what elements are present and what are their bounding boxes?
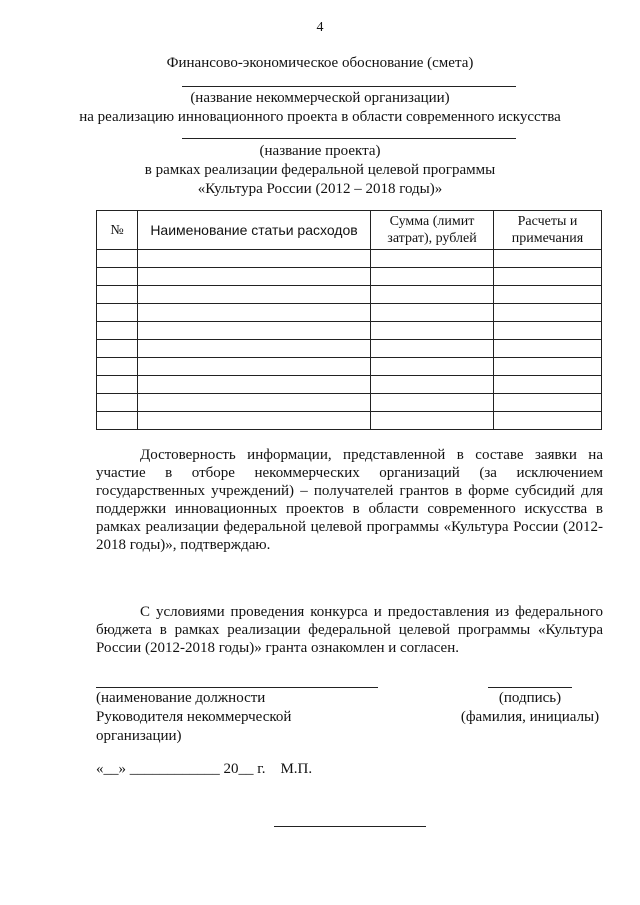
table-cell — [97, 286, 138, 304]
table-cell — [494, 412, 602, 430]
table-row — [97, 394, 602, 412]
table-cell — [138, 322, 371, 340]
table-cell — [494, 268, 602, 286]
table-row — [97, 322, 602, 340]
table-cell — [97, 394, 138, 412]
document-title: Финансово-экономическое обоснование (смета) — [166, 55, 474, 71]
table-cell — [97, 412, 138, 430]
col-header-amount: Сумма (лимит затрат), рублей — [371, 211, 494, 250]
org-name-line — [182, 86, 516, 87]
table-cell — [138, 268, 371, 286]
position-caption-line-2: Руководителя некоммерческой — [96, 709, 292, 725]
table-cell — [138, 394, 371, 412]
table-cell — [494, 394, 602, 412]
agreement-text: С условиями проведения конкурса и предоставления из федерального бюджета в рамках реализации федеральной целевой программы «Культура России (2012-2018 годы)» гранта ознакомлен и согласен. — [96, 604, 603, 656]
org-name-caption: (название некоммерческой организации) — [190, 90, 450, 106]
table-cell — [494, 358, 602, 376]
date-and-stamp-line: «__» ____________ 20__ г. М.П. — [96, 761, 313, 777]
program-line-2: «Культура России (2012 – 2018 годы)» — [197, 181, 443, 197]
position-caption — [96, 689, 291, 746]
table-cell — [138, 358, 371, 376]
bottom-signature-line — [274, 826, 426, 827]
table-row — [97, 358, 602, 376]
table-cell — [97, 358, 138, 376]
table-cell — [494, 340, 602, 358]
table-cell — [138, 412, 371, 430]
table-cell — [97, 340, 138, 358]
table-row — [97, 268, 602, 286]
table-cell — [138, 376, 371, 394]
signature-caption — [450, 689, 610, 727]
table-cell — [371, 394, 494, 412]
table-row — [97, 250, 602, 268]
project-name-line — [182, 138, 516, 139]
table-cell — [371, 286, 494, 304]
signature-caption-line-1: (подпись) — [498, 690, 562, 706]
table-row — [97, 340, 602, 358]
table-row — [97, 286, 602, 304]
table-cell — [97, 322, 138, 340]
budget-table — [96, 210, 602, 430]
signature-line — [488, 687, 572, 688]
table-cell — [97, 268, 138, 286]
table-cell — [371, 376, 494, 394]
table-cell — [371, 304, 494, 322]
project-purpose: на реализацию инновационного проекта в области современного искусства — [79, 109, 561, 125]
table-cell — [371, 268, 494, 286]
project-name-caption: (название проекта) — [259, 143, 381, 159]
table-row — [97, 304, 602, 322]
table-cell — [138, 304, 371, 322]
table-cell — [138, 250, 371, 268]
table-cell — [371, 250, 494, 268]
table-cell — [371, 340, 494, 358]
confirmation-text: Достоверность информации, представленной в составе заявки на участие в отборе некоммерческих организаций (за исключением государственных учреждений) – получателей грантов в форме субсидий для поддержки инновационных проектов в области современного искусства в рамках реализации федеральной целевой программы «Культура России (2012-2018 годы)», подтверждаю. — [96, 447, 603, 553]
table-cell — [138, 286, 371, 304]
program-line-1: в рамках реализации федеральной целевой программы — [144, 162, 496, 178]
position-caption-line-1: (наименование должности — [96, 690, 266, 706]
table-row — [97, 412, 602, 430]
table-cell — [97, 250, 138, 268]
table-cell — [371, 412, 494, 430]
position-caption-line-3: организации) — [96, 728, 182, 744]
table-cell — [371, 358, 494, 376]
col-header-expense-item: Наименование статьи расходов — [138, 211, 371, 250]
table-row — [97, 376, 602, 394]
table-cell — [138, 340, 371, 358]
table-cell — [97, 304, 138, 322]
table-cell — [371, 322, 494, 340]
table-cell — [494, 250, 602, 268]
col-header-number: № — [97, 211, 138, 250]
table-header-row — [97, 211, 602, 250]
table-cell — [494, 304, 602, 322]
page-number: 4 — [316, 20, 324, 35]
agreement-paragraph — [96, 603, 603, 657]
table-cell — [97, 376, 138, 394]
table-cell — [494, 286, 602, 304]
table-cell — [494, 322, 602, 340]
col-header-notes: Расчеты и примечания — [494, 211, 602, 250]
signature-caption-line-2: (фамилия, инициалы) — [460, 709, 600, 725]
confirmation-paragraph — [96, 446, 603, 554]
table-cell — [494, 376, 602, 394]
position-signature-line — [96, 687, 378, 688]
